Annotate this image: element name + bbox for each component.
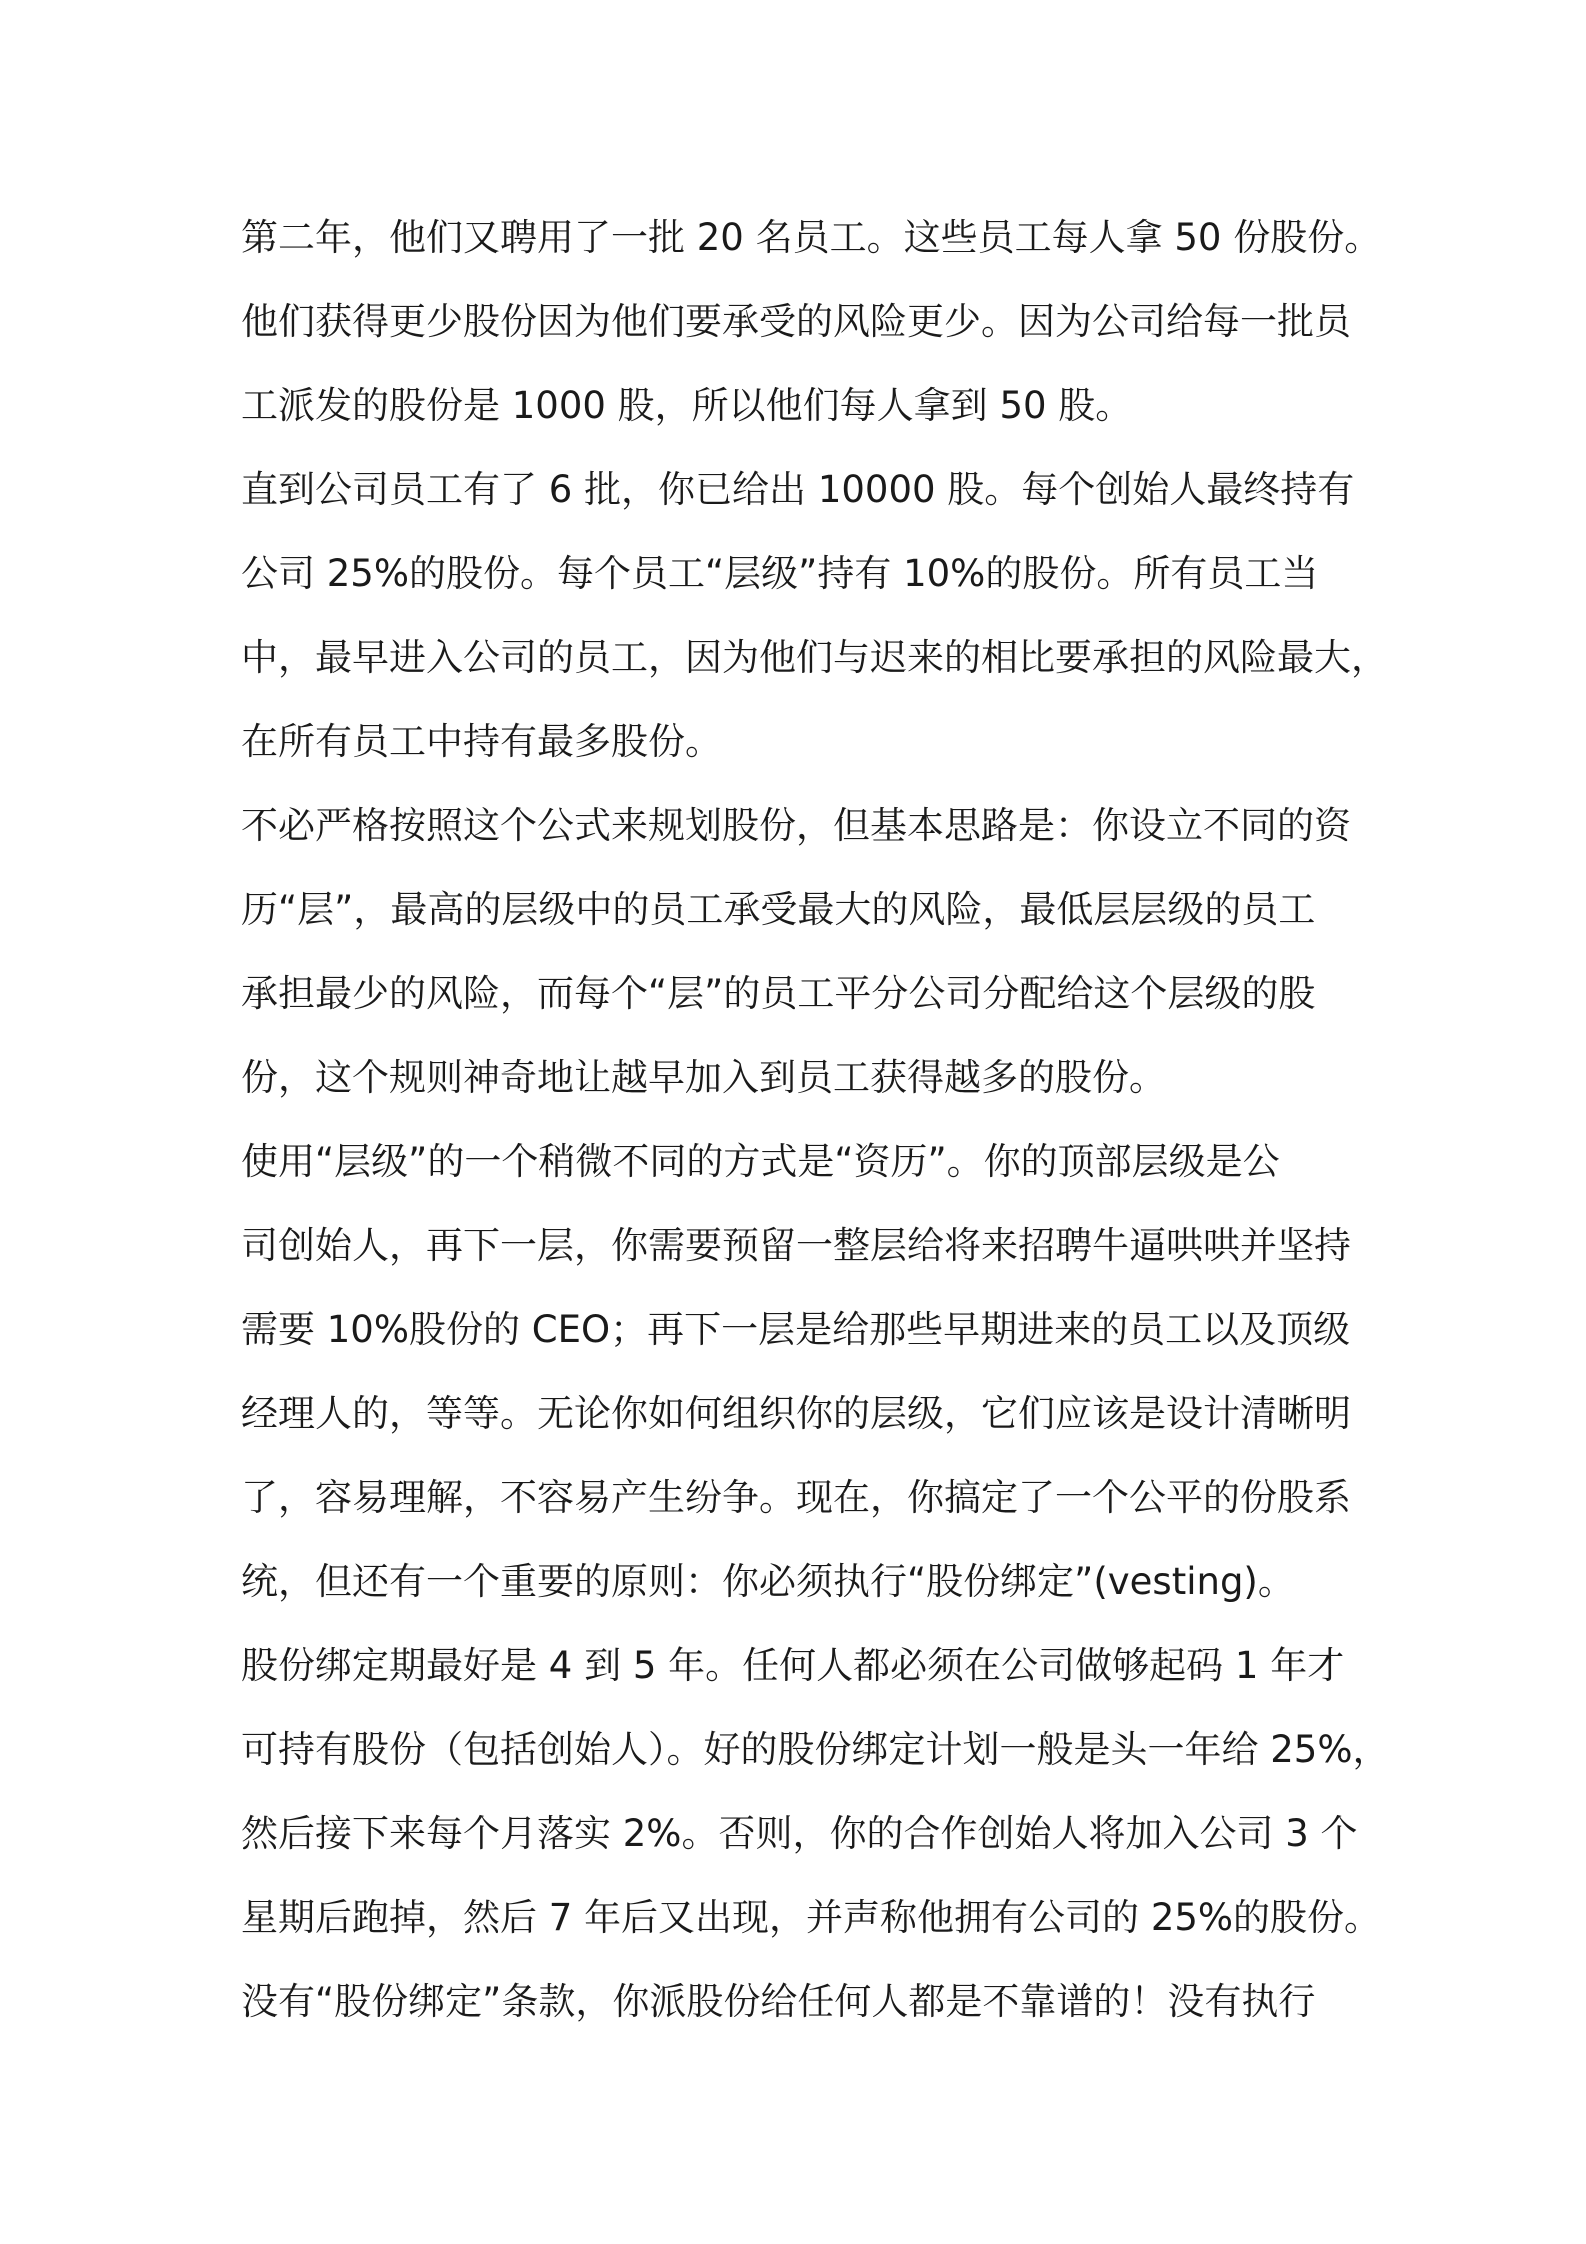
text-line-7: 在所有员工中持有最多股份。 xyxy=(241,720,722,763)
text-line-4: 直到公司员工有了 6 批，你已给出 10000 股。每个创始人最终持有 xyxy=(241,468,1355,511)
text-line-15: 经理人的，等等。无论你如何组织你的层级，它们应该是设计清晰明 xyxy=(241,1392,1351,1435)
body-text xyxy=(241,196,1390,2044)
text-line-19: 可持有股份（包括创始人）。好的股份绑定计划一般是头一年给 25%， xyxy=(241,1728,1390,1771)
text-line-16: 了，容易理解，不容易产生纷争。现在，你搞定了一个公平的份股系 xyxy=(241,1476,1351,1519)
text-line-11: 份，这个规则神奇地让越早加入到员工获得越多的股份。 xyxy=(241,1056,1166,1099)
text-line-17: 统，但还有一个重要的原则：你必须执行“股份绑定”(vesting)。 xyxy=(241,1560,1295,1603)
text-line-18: 股份绑定期最好是 4 到 5 年。任何人都必须在公司做够起码 1 年才 xyxy=(241,1644,1345,1687)
text-line-13: 司创始人，再下一层，你需要预留一整层给将来招聘牛逼哄哄并坚持 xyxy=(241,1224,1351,1267)
text-line-8: 不必严格按照这个公式来规划股份，但基本思路是：你设立不同的资 xyxy=(241,804,1351,847)
text-line-1: 第二年，他们又聘用了一批 20 名员工。这些员工每人拿 50 份股份。 xyxy=(241,216,1382,259)
text-line-20: 然后接下来每个月落实 2%。否则，你的合作创始人将加入公司 3 个 xyxy=(241,1812,1358,1855)
text-line-6: 中，最早进入公司的员工，因为他们与迟来的相比要承担的风险最大， xyxy=(241,636,1388,679)
text-line-9: 历“层”，最高的层级中的员工承受最大的风险，最低层层级的员工 xyxy=(241,888,1316,931)
text-line-14: 需要 10%股份的 CEO；再下一层是给那些早期进来的员工以及顶级 xyxy=(241,1308,1351,1351)
text-line-3: 工派发的股份是 1000 股，所以他们每人拿到 50 股。 xyxy=(241,384,1133,427)
text-line-2: 他们获得更少股份因为他们要承受的风险更少。因为公司给每一批员 xyxy=(241,300,1351,343)
text-line-21: 星期后跑掉，然后 7 年后又出现，并声称他拥有公司的 25%的股份。 xyxy=(241,1896,1382,1939)
text-line-5: 公司 25%的股份。每个员工“层级”持有 10%的股份。所有员工当 xyxy=(241,552,1319,595)
text-line-12: 使用“层级”的一个稍微不同的方式是“资历”。你的顶部层级是公 xyxy=(241,1140,1280,1183)
text-line-10: 承担最少的风险，而每个“层”的员工平分公司分配给这个层级的股 xyxy=(241,972,1316,1015)
text-line-22: 没有“股份绑定”条款，你派股份给任何人都是不靠谱的！没有执行 xyxy=(241,1980,1316,2023)
